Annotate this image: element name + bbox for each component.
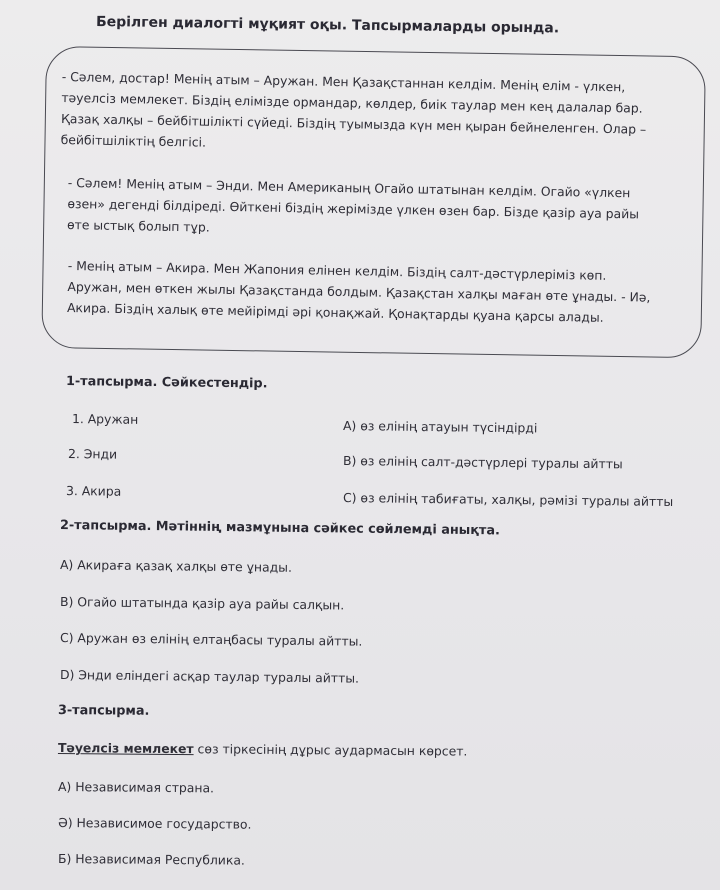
dialog-line: Қазақ халқы – бейбітшілікті сүйеді. Біздің туымызда күн мен қыран бейнеленген. Олар – bbox=[60, 110, 647, 137]
task3-option: Б) Независимая Республика. bbox=[57, 851, 245, 868]
task1-right-item: В) өз елінің салт-дәстүрлері туралы айтты bbox=[342, 453, 623, 472]
task1-left-item: 3. Акира bbox=[65, 483, 122, 499]
dialog-line: тәуелсіз мемлекет. Біздің елімізде ормандар, көлдер, биік таулар мен кең далалар бар. bbox=[61, 89, 643, 116]
task3-prompt-rest: сөз тіркесінің дұрыс аудармасын көрсет. bbox=[193, 741, 468, 759]
task3-underlined-phrase: Тәуелсіз мемлекет bbox=[57, 740, 194, 757]
task2-option: С) Аружан өз елінің елтаңбасы туралы айтты. bbox=[59, 630, 363, 649]
dialog-line: өте ыстық болып тұр. bbox=[66, 216, 210, 235]
task2-heading: 2-тапсырма. Мәтіннің мазмұнына сәйкес сөйлемді анықта. bbox=[59, 518, 500, 539]
dialog-line: өзен» дегенді білдіреді. Өйткені біздің жерімізде үлкен өзен бар. Бізде қазір ауа райы bbox=[67, 195, 640, 222]
dialog-line: бейбітшіліктің белгісі. bbox=[60, 131, 207, 150]
task2-option: D) Энди еліндегі асқар таулар туралы айтты. bbox=[59, 667, 360, 686]
dialog-line: Акира. Біздің халық өте мейірімді әрі қонақжай. Қонақтарды қуана қарсы алады. bbox=[66, 299, 604, 325]
page-title: Берілген диалогті мұқият оқы. Тапсырмаларды орында. bbox=[95, 14, 560, 37]
dialog-paragraph-andy bbox=[67, 172, 640, 245]
task1-right-item: А) өз елінің атауын түсіндірді bbox=[342, 418, 538, 436]
task3-heading: 3-тапсырма. bbox=[57, 703, 150, 719]
task1-left-item: 2. Энди bbox=[67, 446, 118, 462]
task1-heading: 1-тапсырма. Сәйкестендір. bbox=[65, 374, 268, 392]
task1-right-item: С) өз елінің табиғаты, халқы, рәмізі туралы айтты bbox=[342, 490, 674, 510]
task3-option: А) Независимая страна. bbox=[57, 779, 215, 796]
task2-option: В) Огайо штатында қазір ауа райы салқын. bbox=[59, 594, 345, 613]
dialog-line: - Сәлем, достар! Менің атым – Аружан. Мен Қазақстаннан келдім. Менің елім - үлкен, bbox=[61, 68, 626, 95]
dialog-line: - Сәлем! Менің атым – Энди. Мен Американың Огайо штатынан келдім. Огайо «үлкен bbox=[67, 174, 631, 201]
task3-prompt bbox=[58, 740, 468, 759]
dialog-line: - Менің атым – Акира. Мен Жапония елінен келдім. Біздің салт-дәстүрлеріміз көп. bbox=[67, 257, 607, 283]
dialog-paragraph-akira bbox=[67, 255, 651, 329]
dialog-line: Аружан, мен өткен жылы Қазақстанда болдым. Қазақстан халқы маған өте ұнады. - Иә, bbox=[67, 278, 651, 305]
dialog-paragraph-aruzhan bbox=[60, 66, 647, 161]
task2-option: А) Акираға қазақ халқы өте ұнады. bbox=[59, 557, 293, 575]
task1-left-item: 1. Аружан bbox=[71, 411, 139, 427]
task3-option: Ә) Независимое государство. bbox=[57, 815, 252, 832]
